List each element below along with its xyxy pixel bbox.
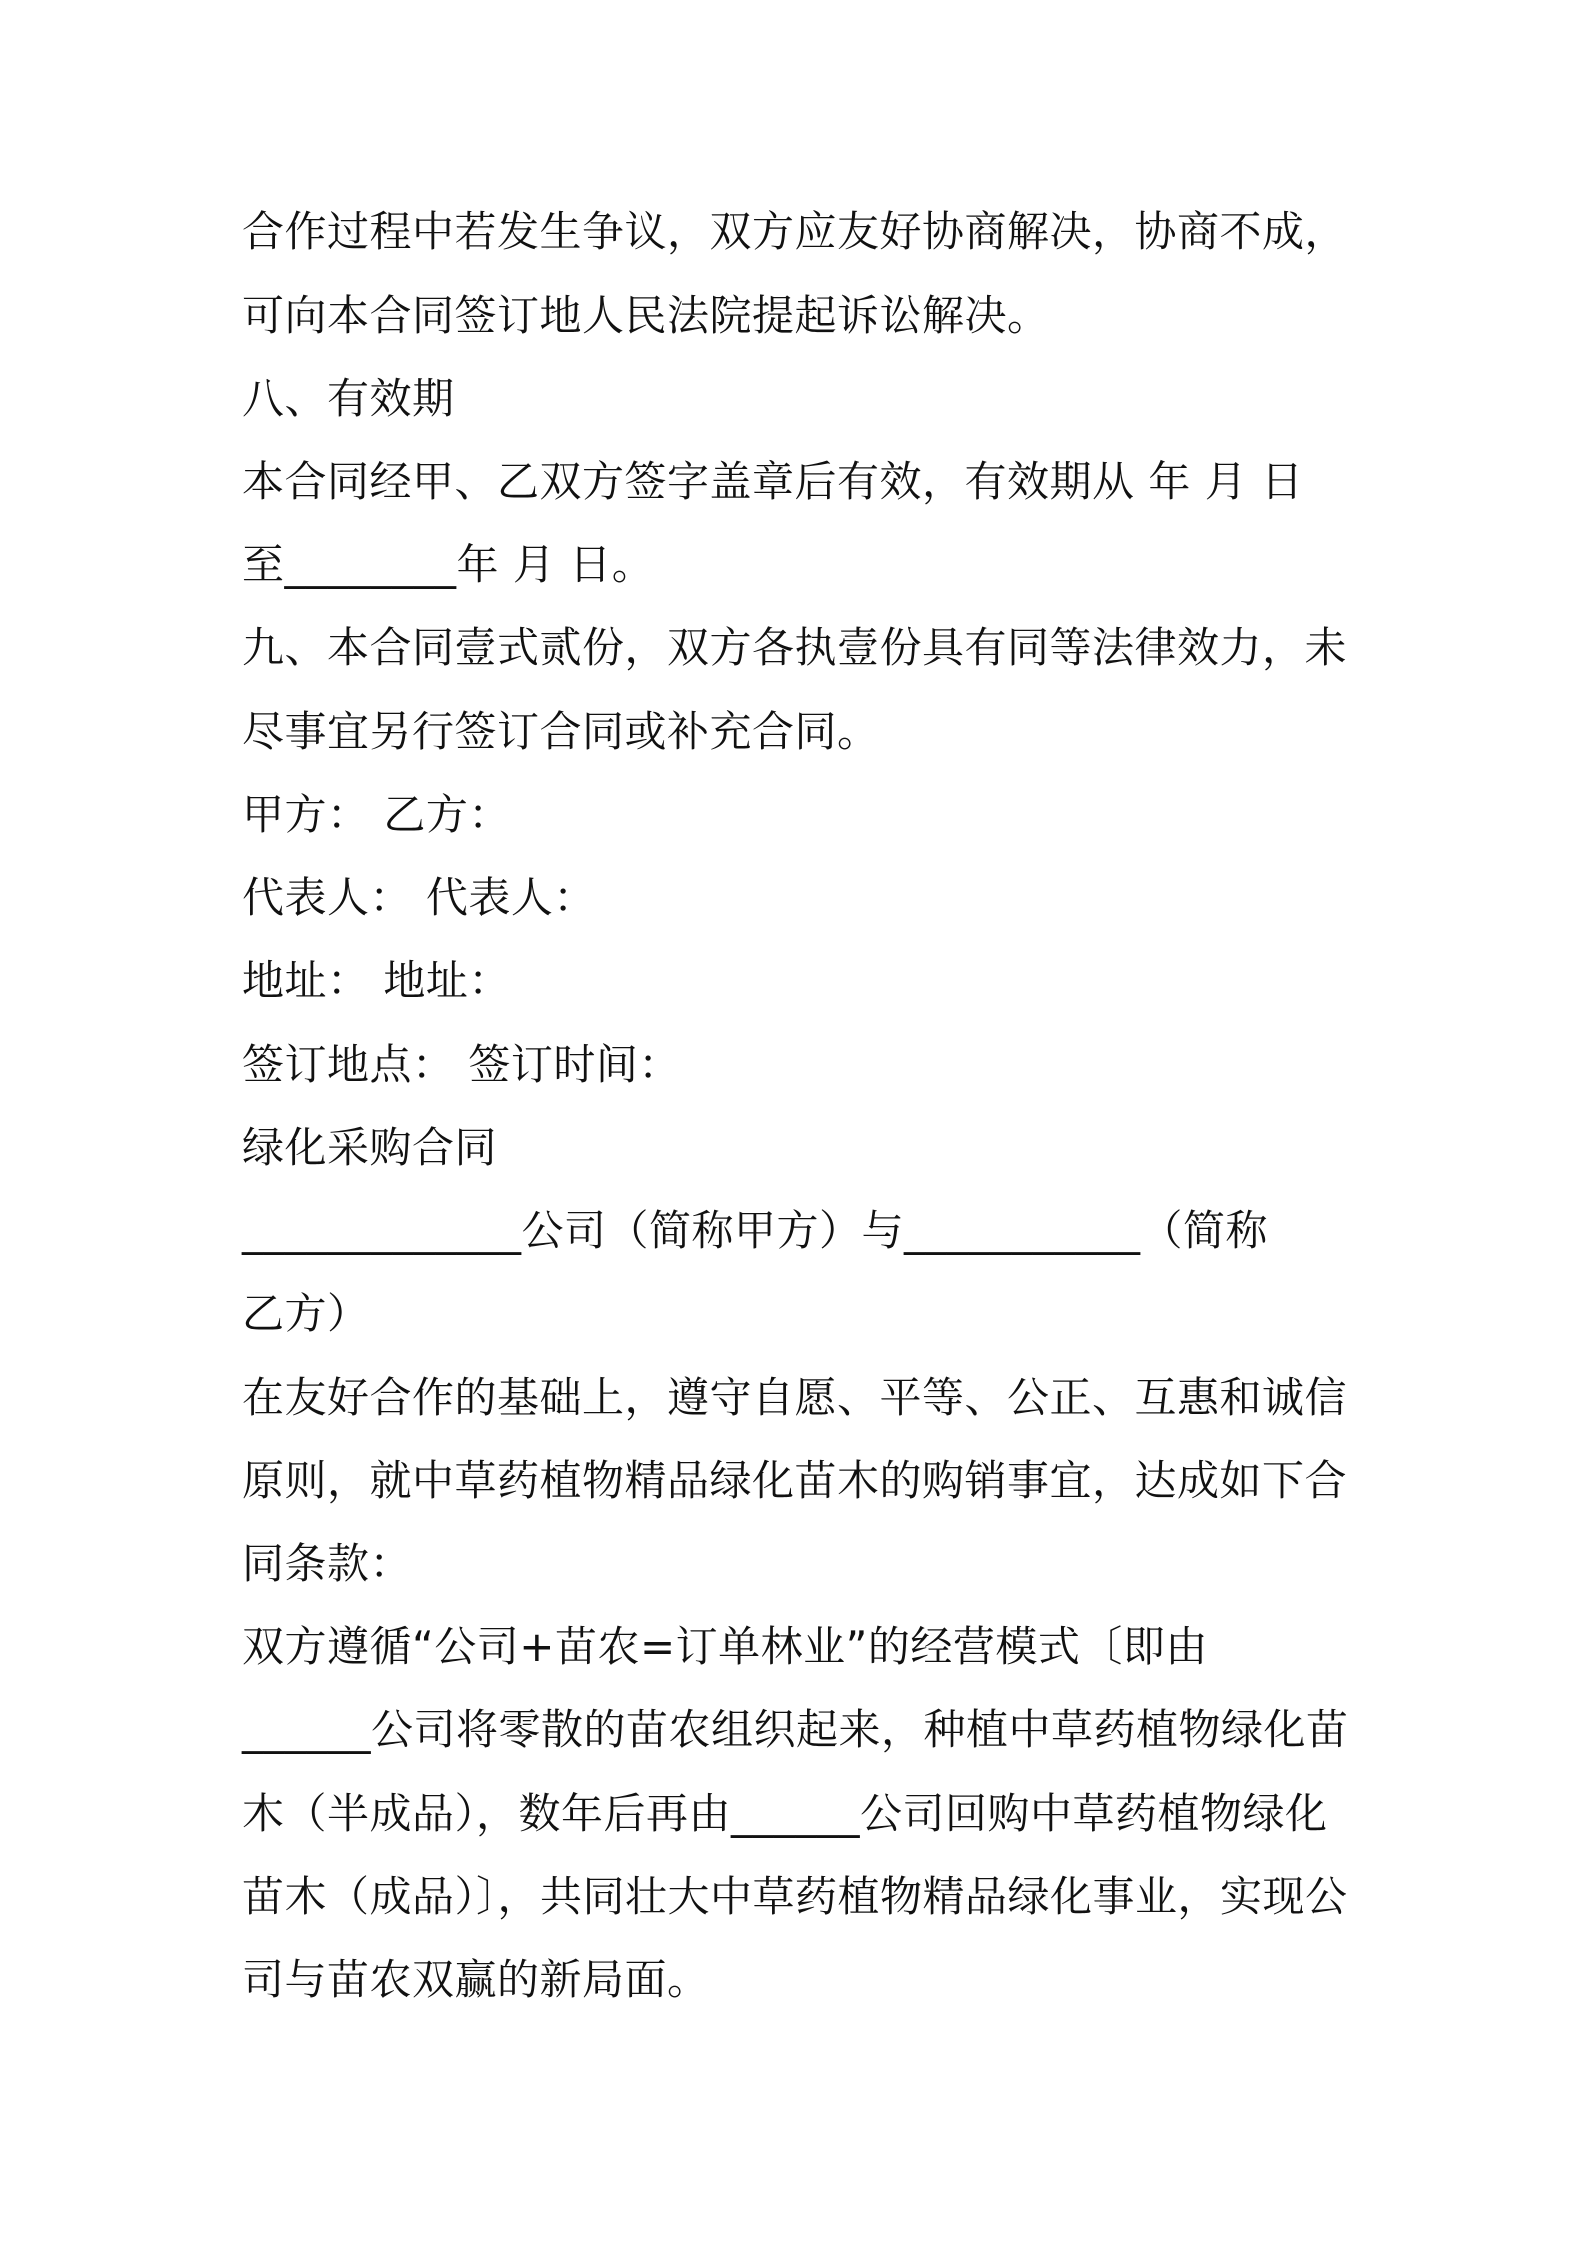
text-line: 司与苗农双赢的新局面。: [242, 1955, 710, 2004]
text-line: 苗木（成品）〕，共同壮大中草药植物精品绿化事业，实现公: [242, 1872, 1348, 1921]
text-line: 同条款：: [242, 1539, 413, 1588]
text-line: ______公司将零散的苗农组织起来，种植中草药植物绿化苗: [242, 1705, 1349, 1754]
section-heading: 八、有效期: [242, 374, 455, 423]
text-line: 木（半成品），数年后再由______公司回购中草药植物绿化: [242, 1789, 1328, 1838]
text-line: 合作过程中若发生争议，双方应友好协商解决，协商不成，: [242, 207, 1348, 256]
text-line: 至________年 月 日。: [242, 540, 655, 589]
signature-field-party: 甲方： 乙方：: [242, 790, 511, 839]
signature-field-address: 地址： 地址：: [242, 956, 511, 1005]
text-line: 在友好合作的基础上，遵守自愿、平等、公正、互惠和诚信: [242, 1373, 1348, 1422]
text-line: 本合同经甲、乙双方签字盖章后有效，有效期从 年 月 日: [242, 457, 1304, 506]
text-line: 乙方）: [242, 1289, 370, 1338]
text-line: 双方遵循“公司+苗农=订单林业”的经营模式〔即由: [242, 1622, 1208, 1671]
text-line: 九、本合同壹式贰份，双方各执壹份具有同等法律效力，未: [242, 623, 1348, 672]
text-line: 可向本合同签订地人民法院提起诉讼解决。: [242, 291, 1050, 340]
text-line: 尽事宜另行签订合同或补充合同。: [242, 707, 880, 756]
signature-field-place-time: 签订地点： 签订时间：: [242, 1040, 681, 1089]
document-title: 绿化采购合同: [242, 1123, 498, 1172]
text-line: 原则，就中草药植物精品绿化苗木的购销事宜，达成如下合: [242, 1456, 1348, 1505]
signature-field-representative: 代表人： 代表人：: [242, 873, 596, 922]
text-line: _____________公司（简称甲方）与___________（简称: [242, 1206, 1269, 1255]
